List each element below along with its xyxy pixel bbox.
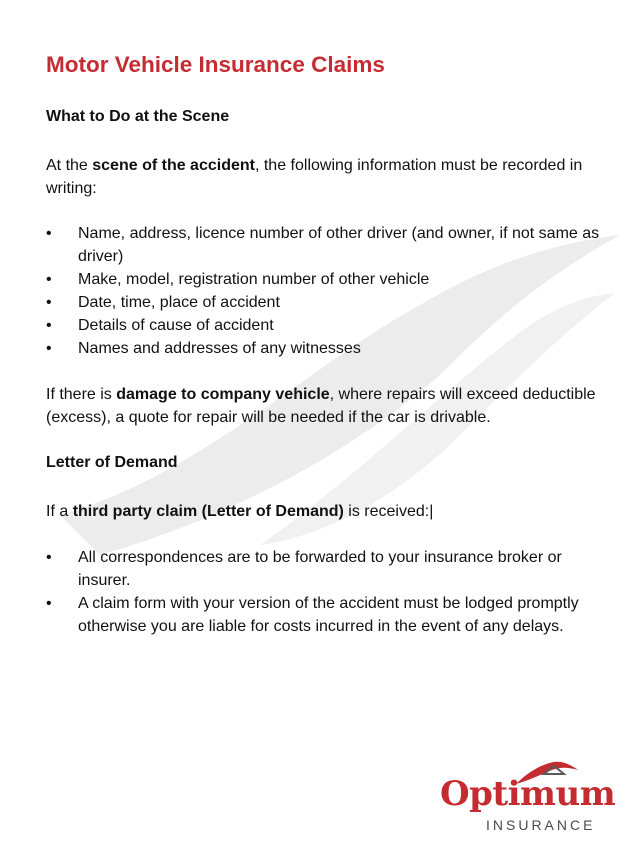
list-item (46, 337, 606, 360)
scene-intro-pre: At the (46, 157, 93, 174)
list-item (46, 592, 606, 638)
demand-info-list (46, 546, 606, 638)
logo-subtitle: INSURANCE (486, 817, 596, 833)
damage-pre: If there is (46, 386, 117, 403)
demand-intro-post: is received:| (343, 503, 434, 520)
bullet-marker: • (46, 271, 52, 288)
damage-paragraph (46, 383, 606, 429)
list-item-text: Name, address, licence number of other driver (and owner, if not same as driver) (78, 225, 600, 265)
demand-intro-bold: third party claim (Letter of Demand) (72, 503, 344, 520)
bullet-marker: • (46, 225, 52, 242)
list-item (46, 268, 606, 291)
optimum-insurance-logo (440, 760, 616, 840)
demand-intro-pre: If a (46, 503, 73, 520)
page-title: Motor Vehicle Insurance Claims (46, 52, 385, 77)
bullet-marker: • (46, 549, 52, 566)
logo-wordmark: Optimum (440, 774, 616, 814)
section-heading-demand: Letter of Demand (46, 454, 178, 471)
list-item-text: Make, model, registration number of other vehicle (78, 271, 430, 288)
list-item (46, 291, 606, 314)
scene-intro-bold: scene of the accident (92, 157, 255, 174)
demand-intro-paragraph (46, 500, 606, 523)
scene-intro-post: , the following information must be recorded in writing: (46, 157, 583, 197)
list-item (46, 314, 606, 337)
scene-intro-paragraph (46, 154, 606, 200)
bullet-marker: • (46, 317, 52, 334)
bullet-marker: • (46, 595, 52, 612)
list-item-text: Details of cause of accident (78, 317, 274, 334)
list-item-text: All correspondences are to be forwarded to your insurance broker or insurer. (78, 549, 562, 589)
damage-post: , where repairs will exceed deductible (excess), a quote for repair will be needed if the car is drivable. (46, 386, 596, 426)
bullet-marker: • (46, 340, 52, 357)
list-item-text: Names and addresses of any witnesses (78, 340, 361, 357)
scene-info-list (46, 222, 606, 360)
damage-bold: damage to company vehicle (116, 386, 330, 403)
list-item-text: A claim form with your version of the accident must be lodged promptly otherwise you are liable for costs incurred in the event of any delays. (78, 595, 579, 635)
list-item (46, 546, 606, 592)
bullet-marker: • (46, 294, 52, 311)
section-heading-scene: What to Do at the Scene (46, 108, 230, 125)
list-item (46, 222, 606, 268)
list-item-text: Date, time, place of accident (78, 294, 280, 311)
